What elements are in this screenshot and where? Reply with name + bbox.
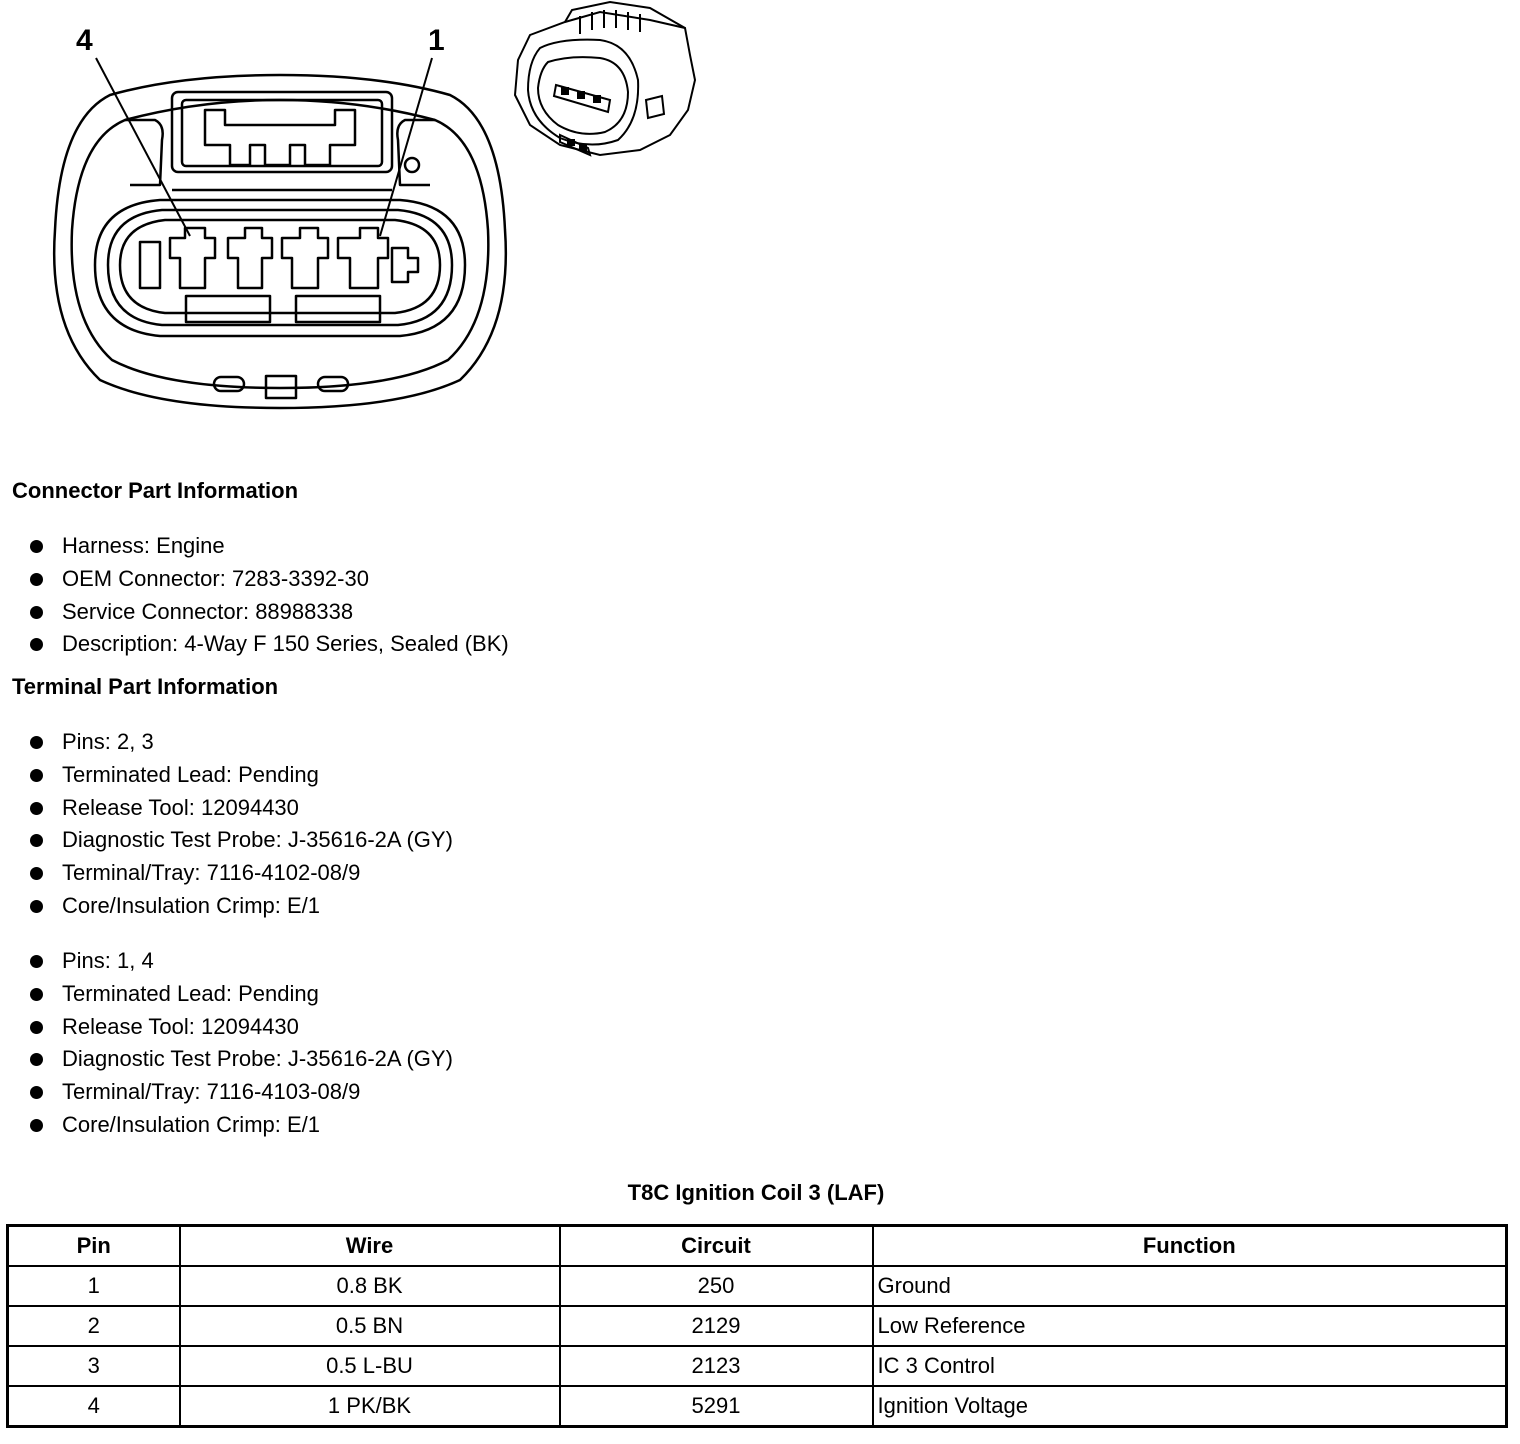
connector-part-info-list xyxy=(30,530,509,661)
list-item: Terminal/Tray: 7116-4102-08/9 xyxy=(30,857,453,890)
list-item: Service Connector: 88988338 xyxy=(30,596,509,629)
terminal-slots xyxy=(140,228,418,322)
list-item: Harness: Engine xyxy=(30,530,509,563)
cell-circuit: 2123 xyxy=(560,1346,873,1386)
connector-3d-view xyxy=(515,2,695,155)
connector-housing-inner xyxy=(72,100,489,388)
latch-ramp xyxy=(205,110,355,165)
list-item: Terminated Lead: Pending xyxy=(30,759,453,792)
cell-circuit: 5291 xyxy=(560,1386,873,1427)
cell-pin: 4 xyxy=(8,1386,180,1427)
cell-wire: 0.5 L-BU xyxy=(180,1346,560,1386)
cell-wire: 0.8 BK xyxy=(180,1266,560,1306)
pin-table xyxy=(6,1224,1508,1428)
column-header-wire: Wire xyxy=(180,1226,560,1267)
terminal-pins-1-4-list xyxy=(30,945,453,1142)
cell-pin: 1 xyxy=(8,1266,180,1306)
key-slot-right xyxy=(318,377,348,391)
list-item: Core/Insulation Crimp: E/1 xyxy=(30,890,453,923)
pin-table-title: T8C Ignition Coil 3 (LAF) xyxy=(627,1180,885,1205)
connector-ear-right xyxy=(397,120,435,185)
list-item: Release Tool: 12094430 xyxy=(30,1011,453,1044)
table-row xyxy=(8,1346,1507,1386)
list-item: Diagnostic Test Probe: J-35616-2A (GY) xyxy=(30,1043,453,1076)
cell-function: Low Reference xyxy=(873,1306,1507,1346)
table-row xyxy=(8,1306,1507,1346)
callout-label-pin-4: 4 xyxy=(76,24,93,57)
cell-pin: 3 xyxy=(8,1346,180,1386)
cell-wire: 1 PK/BK xyxy=(180,1386,560,1427)
list-item: Pins: 1, 4 xyxy=(30,945,453,978)
terminal-part-info-heading: Terminal Part Information xyxy=(12,674,279,699)
table-row xyxy=(8,1266,1507,1306)
callout-label-pin-1: 1 xyxy=(428,24,445,57)
list-item: Core/Insulation Crimp: E/1 xyxy=(30,1109,453,1142)
column-header-circuit: Circuit xyxy=(560,1226,873,1267)
list-item: Description: 4-Way F 150 Series, Sealed (BK) xyxy=(30,628,509,661)
list-item: Release Tool: 12094430 xyxy=(30,792,453,825)
connector-diagram xyxy=(0,0,760,440)
cell-pin: 2 xyxy=(8,1306,180,1346)
list-item: Pins: 2, 3 xyxy=(30,726,453,759)
callout-leader-pin-4 xyxy=(96,58,190,236)
list-item: OEM Connector: 7283-3392-30 xyxy=(30,563,509,596)
cell-circuit: 250 xyxy=(560,1266,873,1306)
list-item: Diagnostic Test Probe: J-35616-2A (GY) xyxy=(30,824,453,857)
table-row xyxy=(8,1386,1507,1427)
cell-circuit: 2129 xyxy=(560,1306,873,1346)
terminal-pins-2-3-list xyxy=(30,726,453,923)
list-item: Terminated Lead: Pending xyxy=(30,978,453,1011)
cell-function: IC 3 Control xyxy=(873,1346,1507,1386)
key-slot-left xyxy=(214,377,244,391)
cell-wire: 0.5 BN xyxy=(180,1306,560,1346)
column-header-pin: Pin xyxy=(8,1226,180,1267)
column-header-function: Function xyxy=(873,1226,1507,1267)
pin-table-header-row xyxy=(8,1226,1507,1267)
cell-function: Ground xyxy=(873,1266,1507,1306)
list-item: Terminal/Tray: 7116-4103-08/9 xyxy=(30,1076,453,1109)
connector-part-info-heading: Connector Part Information xyxy=(12,478,299,503)
cell-function: Ignition Voltage xyxy=(873,1386,1507,1427)
